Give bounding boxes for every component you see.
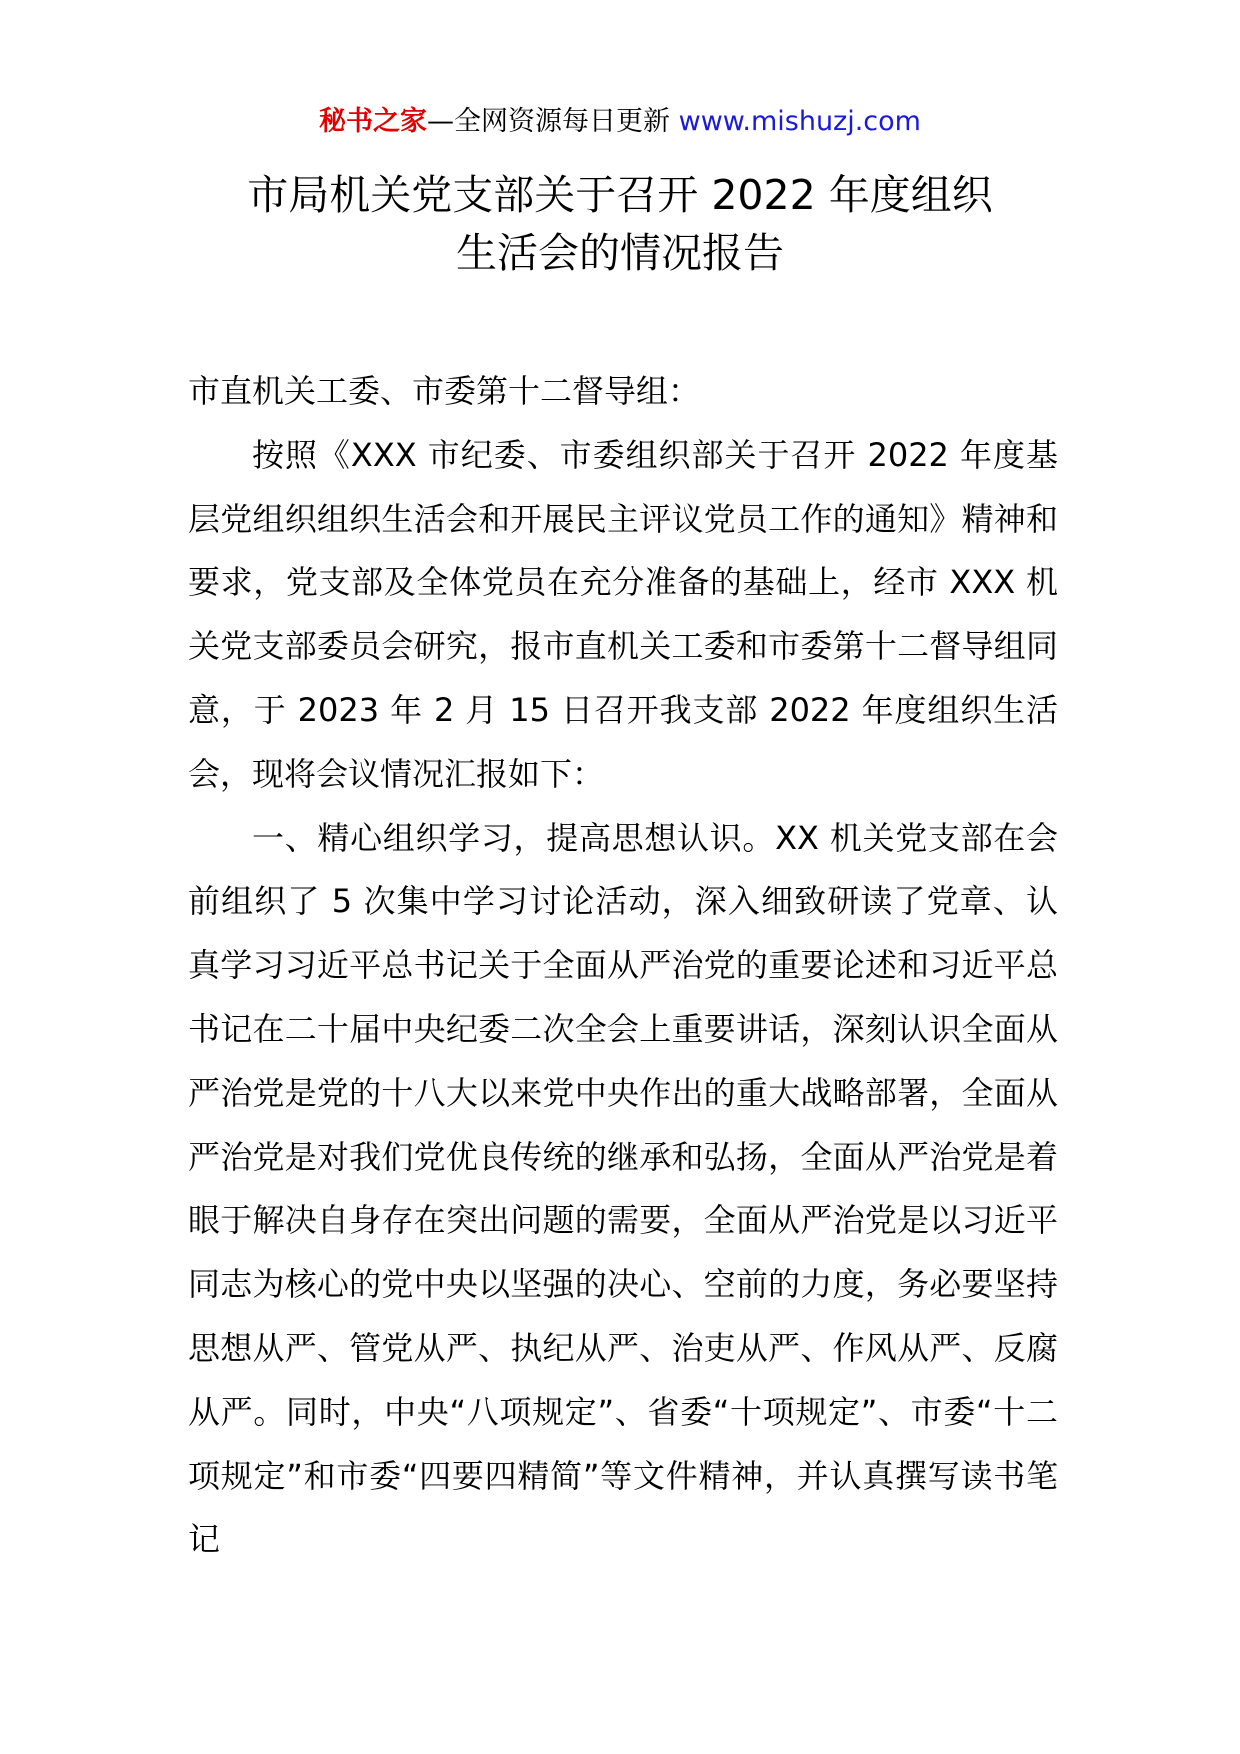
paragraph-1: 按照《XXX 市纪委、市委组织部关于召开 2022 年度基层党组织组织生活会和开展民主评议党员工作的通知》精神和要求，党支部及全体党员在充分准备的基础上，经市 XXX 机关党支部委员会研究，报市直机关工委和市委第十二督导组同意，于 2023 年 2 月 15 日召开我支部 2022 年度组织生活会，现将会议情况汇报如下：: [188, 435, 1058, 793]
banner-brand: 秘书之家: [319, 106, 428, 137]
site-banner: [0, 102, 1240, 142]
document-title: [0, 166, 1240, 282]
banner-site-link[interactable]: www.mishuzj.com: [678, 106, 921, 137]
title-line-2: 生活会的情况报告: [456, 229, 784, 277]
paragraph-2: 一、精心组织学习，提高思想认识。XX 机关党支部在会前组织了 5 次集中学习讨论活动，深入细致研读了党章、认真学习习近平总书记关于全面从严治党的重要论述和习近平总书记在二十届中央纪委二次全会上重要讲话，深刻认识全面从严治党是党的十八大以来党中央作出的重大战略部署，全面从严治党是对我们党优良传统的继承和弘扬，全面从严治党是着眼于解决自身存在突出问题的需要，全面从严治党是以习近平同志为核心的党中央以坚强的决心、空前的力度，务必要坚持思想从严、管党从严、执纪从严、治吏从严、作风从严、反腐从严。同时，中央“八项规定”、省委“十项规定”、市委“十二项规定”和市委“四要四精简”等文件精神，并认真撰写读书笔记: [188, 818, 1058, 1559]
salutation: 市直机关工委、市委第十二督导组：: [188, 372, 701, 410]
document-body: [188, 360, 1058, 1572]
title-line-1: 市局机关党支部关于召开 2022 年度组织: [247, 171, 993, 219]
banner-tagline: —全网资源每日更新: [427, 106, 679, 137]
